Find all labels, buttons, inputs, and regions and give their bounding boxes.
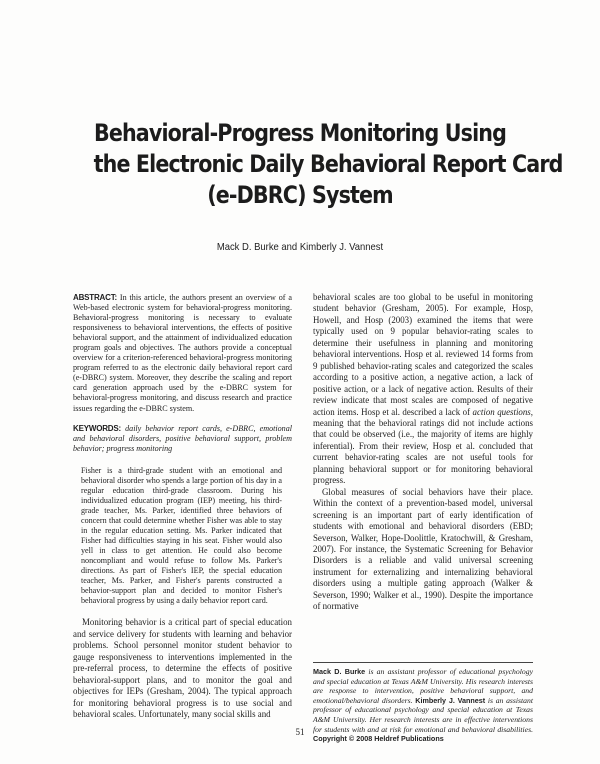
body-text-right [313, 292, 533, 613]
keywords-text: daily behavior report cards, e-DBRC, emotional and behavioral disorders, positive behavioral support, problem behavior; progress monitoring [73, 423, 292, 453]
right-column [313, 292, 533, 613]
body-text-left [73, 617, 292, 720]
keywords-label: KEYWORDS: [73, 423, 121, 433]
page-number: 51 [295, 727, 305, 737]
title-line: (e-DBRC) System [207, 181, 393, 209]
footnote-author-name: Kimberly J. Vannest [415, 695, 486, 705]
footnote-divider [313, 662, 533, 663]
title-line: the Electronic Daily Behavioral Report Card [93, 150, 563, 178]
footnote-author-name: Mack D. Burke [313, 667, 366, 676]
abstract [73, 293, 292, 414]
article-title [93, 118, 563, 211]
footnote-text: is an assistant professor of educational psychology and special education at Texas A&M University. Her research interests are in effective interventions for students with and at risk for emotional and behavioral disabilities. [313, 695, 533, 734]
abstract-label: ABSTRACT: [73, 293, 117, 302]
abstract-text: In this article, the authors present an overview of a Web-based electronic system for behavioral-progress monitoring. Behavioral-progress monitoring is necessary to evaluate responsiveness to behavioral interventions, the effects of positive behavioral support, and the attainment of individualized education program goals and objectives. The authors provide a conceptual overview for a criterion-referenced behavioral-progress monitoring program referred to as the electronic daily behavioral report card (e-DBRC) system. Moreover, they describe the scaling and report card generation approach used by the e-DBRC system for behavioral-progress monitoring, and discuss research and practice issues regarding the e-DBRC system. [73, 293, 292, 413]
paragraph-segment: , meaning that the behavioral ratings did not include actions that could be observed (i.e., the majority of items are highly inferential). From their review, Hosp et al. concluded that current behavior-rating scales are not useful tools for planning behavioral support or for monitoring behavioral progress. [313, 406, 533, 486]
paragraph: Global measures of social behaviors have their place. Within the context of a prevention-based model, universal screening is an important part of early identification of students with emotional and behavioral disorders (EBD; Severson, Walker, Hope-Doolittle, Kratochwill, & Gresham, 2007). For instance, the Systematic Screening for Behavior Disorders is a reliable and valid universal screening instrument for externalizing and internalizing behavioral disorders using a multiple gating approach (Walker & Severson, 1990; Walker et al., 1990). Despite the importance of normative [313, 486, 533, 612]
paragraph: Monitoring behavior is a critical part of special education and service delivery for students with learning and behavior problems. School personnel monitor student behavior to gauge responsiveness to interventions implemented in the pre-referral process, to determine the effects of positive behavioral-support plans, and to monitor the goal and objectives for IEPs (Gresham, 2004). The typical approach for monitoring behavioral progress is to use social and behavioral scales. Unfortunately, many social skills and [73, 617, 292, 719]
author-footnote [313, 667, 533, 744]
article-authors: Mack D. Burke and Kimberly J. Vannest [216, 241, 384, 253]
footnote-text: is an assistant professor of educational psychology and special education at Texas A&M University. His research interests are response to intervention, positive behavioral support, and emotional/behavioral disorders. [313, 667, 533, 705]
title-line: Behavioral-Progress Monitoring Using [93, 119, 507, 147]
left-column [73, 293, 292, 720]
paragraph-segment: behavioral scales are too global to be useful in monitoring student behavior (Gresham, 2005). For example, Hosp, Howell, and Hosp (2003) examined the items that were typically used on 9 popular behavior-rating scales to determine their usefulness in planning and monitoring behavioral interventions. Hosp et al. reviewed 14 forms from 9 published behavior-rating scales and categorized the scales according to a positive action, a negative action, a lack of positive action, or a lack of negative action. Results of their review indicate that most scales are composed of negative action items. Hosp et al. described a lack of [313, 292, 533, 417]
emphasis-term: action questions [472, 406, 531, 417]
case-vignette: Fisher is a third-grade student with an emotional and behavioral disorder who spends a large portion of his day in a regular education third-grade classroom. During his individualized education program (IEP) meeting, his third-grade teacher, Ms. Parker, identified three behaviors of concern that could determine whether Fisher was able to stay in the regular education setting. Ms. Parker indicated that Fisher had difficulties staying in his seat. Fisher would also yell in class to get attention. He could also become noncompliant and would refuse to follow Ms. Parker's directions. As part of Fisher's IEP, the special education teacher, Ms. Parker, and Fisher's parents constructed a behavior-support plan and decided to monitor Fisher's behavioral progress by using a daily behavior report card. [81, 465, 282, 606]
keywords [73, 424, 292, 454]
paragraph [313, 292, 533, 487]
footnote-copyright: Copyright © 2008 Heldref Publications [313, 734, 444, 744]
